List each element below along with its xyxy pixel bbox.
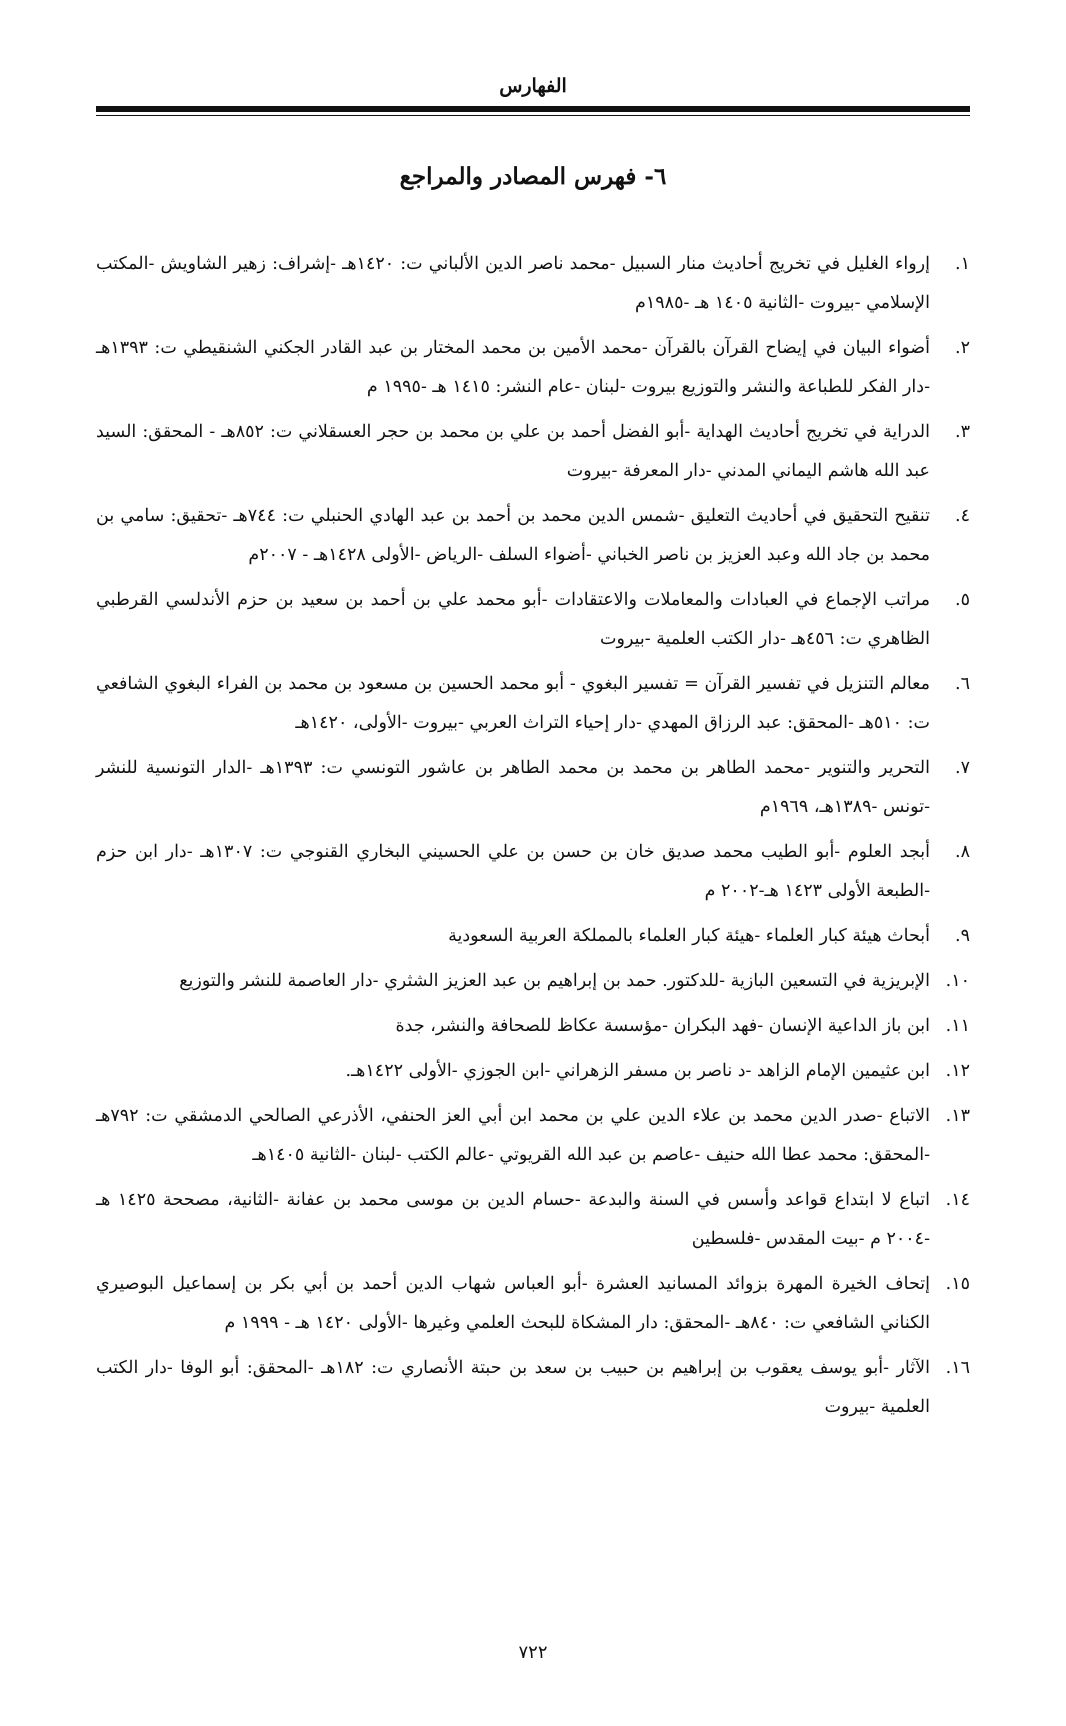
reference-item bbox=[96, 1181, 970, 1259]
reference-number: ١. bbox=[955, 254, 970, 274]
reference-text: مراتب الإجماع في العبادات والمعاملات والاعتقادات -أبو محمد علي بن أحمد بن سعيد بن حزم الأندلسي القرطبي الظاهري ت: ٤٥٦هـ -دار الكتب العلمية -بيروت bbox=[96, 590, 930, 649]
reference-text: أبحاث هيئة كبار العلماء -هيئة كبار العلماء بالمملكة العربية السعودية bbox=[448, 926, 930, 946]
page-number: ٧٢٢ bbox=[518, 1642, 548, 1663]
reference-number: ١٣. bbox=[945, 1106, 970, 1126]
reference-number: ١٢. bbox=[945, 1061, 970, 1081]
reference-text: إرواء الغليل في تخريج أحاديث منار السبيل -محمد ناصر الدين الألباني ت: ١٤٢٠هـ -إشراف: زهير الشاويش -المكتب الإسلامي -بيروت -الثانية ١٤٠٥ هـ -١٩٨٥م bbox=[96, 254, 930, 313]
reference-item bbox=[96, 245, 970, 323]
reference-text: الآثار -أبو يوسف يعقوب بن إبراهيم بن حبيب بن سعد بن حبتة الأنصاري ت: ١٨٢هـ -المحقق: أبو الوفا -دار الكتب العلمية -بيروت bbox=[96, 1358, 930, 1417]
references-list bbox=[96, 245, 970, 1433]
header-rule-thick bbox=[96, 106, 970, 112]
reference-item bbox=[96, 1052, 970, 1091]
reference-number: ٢. bbox=[955, 338, 970, 358]
reference-item bbox=[96, 1349, 970, 1427]
reference-text: التحرير والتنوير -محمد الطاهر بن محمد بن محمد الطاهر بن عاشور التونسي ت: ١٣٩٣هـ -الدار التونسية للنشر -تونس -١٣٨٩هـ، ١٩٦٩م bbox=[96, 758, 931, 817]
reference-number: ١٠. bbox=[945, 971, 970, 991]
reference-number: ١٦. bbox=[945, 1358, 970, 1378]
reference-item bbox=[96, 581, 970, 659]
reference-number: ٨. bbox=[955, 842, 970, 862]
reference-text: ابن باز الداعية الإنسان -فهد البكران -مؤسسة عكاظ للصحافة والنشر، جدة bbox=[395, 1016, 930, 1036]
running-header: الفهارس bbox=[499, 75, 567, 97]
reference-text: أضواء البيان في إيضاح القرآن بالقرآن -محمد الأمين بن محمد المختار بن عبد القادر الجكني الشنقيطي ت: ١٣٩٣هـ -دار الفكر للطباعة والنشر والتوزيع بيروت -لبنان -عام النشر: ١٤١٥ هـ -١٩٩٥ م bbox=[96, 338, 930, 397]
reference-text: معالم التنزيل في تفسير القرآن = تفسير البغوي - أبو محمد الحسين بن مسعود بن محمد بن الفراء البغوي الشافعي ت: ٥١٠هـ -المحقق: عبد الرزاق المهدي -دار إحياء التراث العربي -بيروت -الأولى، ١٤٢٠هـ bbox=[96, 674, 930, 733]
reference-number: ٩. bbox=[955, 926, 970, 946]
reference-item bbox=[96, 497, 970, 575]
reference-number: ١١. bbox=[945, 1016, 970, 1036]
reference-number: ٥. bbox=[955, 590, 970, 610]
reference-number: ١٤. bbox=[945, 1190, 970, 1210]
reference-text: إتحاف الخيرة المهرة بزوائد المسانيد العشرة -أبو العباس شهاب الدين أحمد بن أبي بكر بن إسماعيل البوصيري الكناني الشافعي ت: ٨٤٠هـ -المحقق: دار المشكاة للبحث العلمي وغيرها -الأولى ١٤٢٠ هـ - ١٩٩٩ م bbox=[96, 1274, 930, 1333]
reference-number: ٧. bbox=[955, 758, 970, 778]
reference-number: ٤. bbox=[955, 506, 970, 526]
reference-number: ٣. bbox=[955, 422, 970, 442]
reference-item bbox=[96, 917, 970, 956]
reference-item bbox=[96, 1097, 970, 1175]
section-title: ٦- فهرس المصادر والمراجع bbox=[399, 163, 667, 190]
reference-item bbox=[96, 833, 970, 911]
reference-text: ابن عثيمين الإمام الزاهد -د ناصر بن مسفر الزهراني -ابن الجوزي -الأولى ١٤٢٢هـ. bbox=[345, 1061, 930, 1081]
reference-text: الاتباع -صدر الدين محمد بن علاء الدين علي بن محمد ابن أبي العز الحنفي، الأذرعي الصالحي الدمشقي ت: ٧٩٢هـ -المحقق: محمد عطا الله حنيف -عاصم بن عبد الله القريوتي -عالم الكتب -لبنان -الثانية ١٤٠٥هـ bbox=[96, 1106, 930, 1165]
reference-text: الإبريزية في التسعين البازية -للدكتور. حمد بن إبراهيم بن عبد العزيز الشثري -دار العاصمة للنشر والتوزيع bbox=[179, 971, 930, 991]
header-rule-thin bbox=[96, 115, 970, 116]
reference-text: الدراية في تخريج أحاديث الهداية -أبو الفضل أحمد بن علي بن محمد بن حجر العسقلاني ت: ٨٥٢هـ - المحقق: السيد عبد الله هاشم اليماني المدني -دار المعرفة -بيروت bbox=[96, 422, 930, 481]
reference-item bbox=[96, 749, 970, 827]
reference-number: ١٥. bbox=[945, 1274, 970, 1294]
reference-number: ٦. bbox=[955, 674, 970, 694]
reference-item bbox=[96, 413, 970, 491]
reference-item bbox=[96, 1265, 970, 1343]
reference-text: تنقيح التحقيق في أحاديث التعليق -شمس الدين محمد بن أحمد بن عبد الهادي الحنبلي ت: ٧٤٤هـ -تحقيق: سامي بن محمد بن جاد الله وعبد العزيز بن ناصر الخباني -أضواء السلف -الرياض -الأولى ١٤٢٨هـ - ٢٠٠٧م bbox=[96, 506, 930, 565]
reference-item bbox=[96, 1007, 970, 1046]
reference-item bbox=[96, 962, 970, 1001]
reference-item bbox=[96, 329, 970, 407]
reference-text: اتباع لا ابتداع قواعد وأسس في السنة والبدعة -حسام الدين بن موسى محمد بن عفانة -الثانية، مصححة ١٤٢٥ هـ -٢٠٠٤ م -بيت المقدس -فلسطين bbox=[96, 1190, 930, 1249]
reference-item bbox=[96, 665, 970, 743]
reference-text: أبجد العلوم -أبو الطيب محمد صديق خان بن حسن بن علي الحسيني البخاري القنوجي ت: ١٣٠٧هـ -دار ابن حزم -الطبعة الأولى ١٤٢٣ هـ-٢٠٠٢ م bbox=[96, 842, 931, 901]
